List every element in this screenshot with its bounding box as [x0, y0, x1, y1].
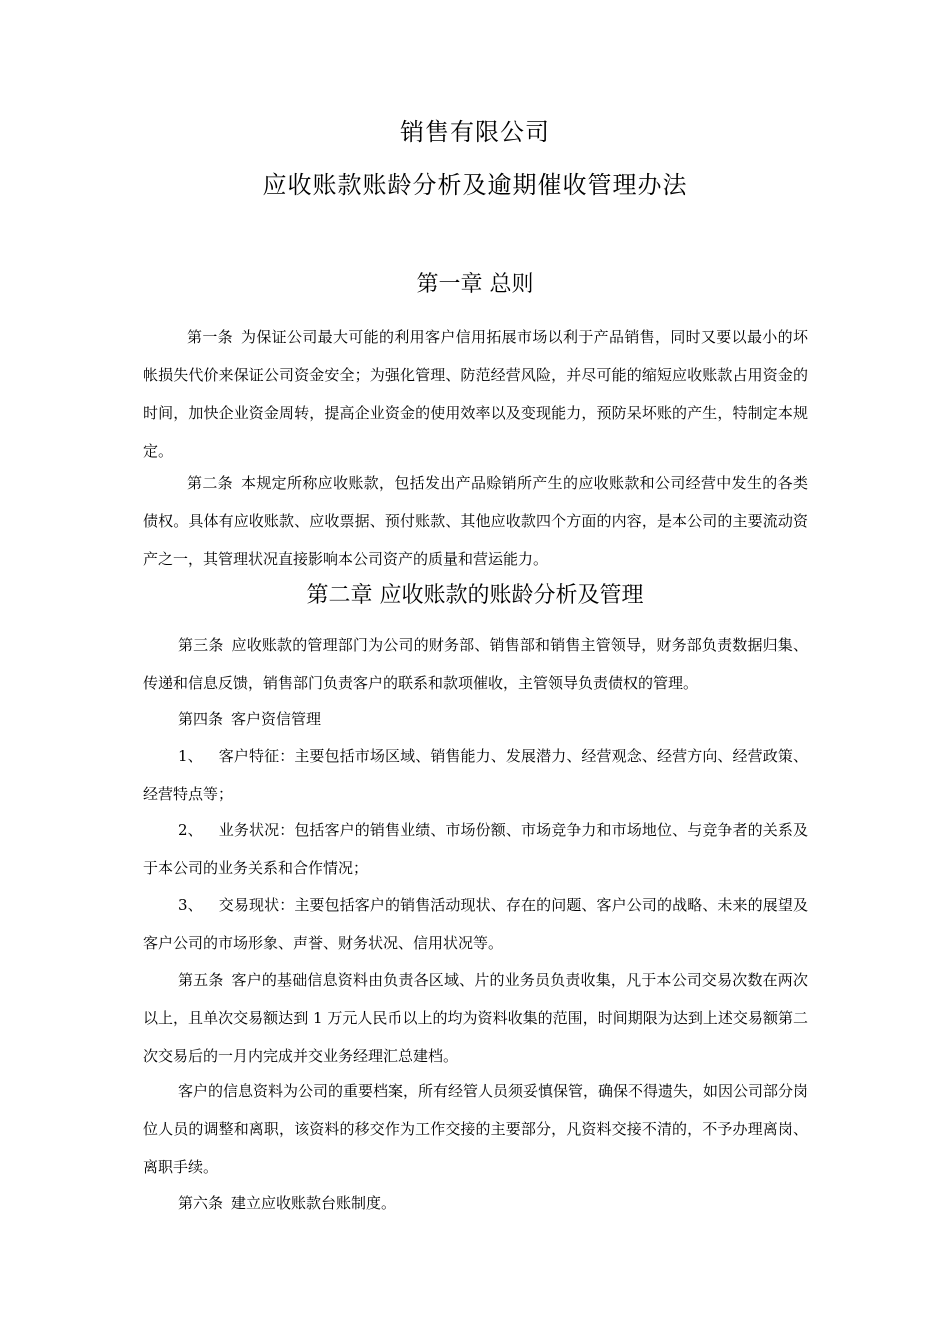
archive-paragraph: 客户的信息资料为公司的重要档案，所有经管人员须妥慎保管，确保不得遗失，如因公司部分岗位人员的调整和离职，该资料的移交作为工作交接的主要部分，凡资料交接不清的，不予办理离岗、离职手续。 — [143, 1082, 809, 1176]
article-5 — [143, 961, 808, 1075]
article-6 — [143, 1184, 808, 1222]
article-1-text: 为保证公司最大可能的利用客户信用拓展市场以利于产品销售，同时又要以最小的坏帐损失代价来保证公司资金安全；为强化管理、防范经营风险，并尽可能的缩短应收账款占用资金的时间，加快企业资金周转，提高企业资金的使用效率以及变现能力，预防呆坏账的产生，特制定本规定。 — [143, 328, 808, 460]
article-3 — [143, 626, 808, 702]
article-3-label: 第三条 — [178, 636, 224, 654]
list-item-3-number: 3、 — [178, 896, 203, 914]
list-item-1-text: 客户特征：主要包括市场区域、销售能力、发展潜力、经营观念、经营方向、经营政策、经营特点等； — [143, 747, 808, 803]
article-4-text: 客户资信管理 — [231, 710, 322, 728]
list-item-2 — [143, 811, 808, 887]
article-4 — [143, 700, 808, 738]
list-item-1-number: 1、 — [178, 747, 203, 765]
article-6-text: 建立应收账款台账制度。 — [231, 1194, 397, 1212]
article-2 — [143, 464, 808, 578]
article-1 — [143, 318, 808, 470]
list-item-3 — [143, 886, 808, 962]
article-5-label: 第五条 — [178, 971, 224, 989]
company-title: 销售有限公司 — [400, 118, 550, 146]
article-5-text: 客户的基础信息资料由负责各区域、片的业务员负责收集，凡于本公司交易次数在两次以上，且单次交易额达到 1 万元人民币以上的均为资料收集的范围，时间期限为达到上述交易额第二次交易后的一月内完成并交业务经理汇总建档。 — [143, 971, 808, 1065]
article-2-text: 本规定所称应收账款，包括发出产品赊销所产生的应收账款和公司经营中发生的各类债权。具体有应收账款、应收票据、预付账款、其他应收款四个方面的内容，是本公司的主要流动资产之一，其管理状况直接影响本公司资产的质量和营运能力。 — [143, 474, 808, 568]
chapter-2-heading: 第二章 应收账款的账龄分析及管理 — [306, 583, 644, 608]
list-item-2-text: 业务状况：包括客户的销售业绩、市场份额、市场竞争力和市场地位、与竞争者的关系及于本公司的业务关系和合作情况； — [143, 821, 808, 877]
article-2-label: 第二条 — [187, 474, 233, 492]
chapter-1-heading: 第一章 总则 — [416, 272, 534, 297]
list-item-1 — [143, 737, 808, 813]
article-3-text: 应收账款的管理部门为公司的财务部、销售部和销售主管领导，财务部负责数据归集、传递和信息反馈，销售部门负责客户的联系和款项催收，主管领导负责债权的管理。 — [143, 636, 808, 692]
article-1-label: 第一条 — [187, 328, 233, 346]
list-item-3-text: 交易现状：主要包括客户的销售活动现状、存在的问题、客户公司的战略、未来的展望及客户公司的市场形象、声誉、财务状况、信用状况等。 — [143, 896, 808, 952]
article-6-label: 第六条 — [178, 1194, 224, 1212]
document-title: 应收账款账龄分析及逾期催收管理办法 — [262, 171, 688, 199]
list-item-2-number: 2、 — [178, 821, 203, 839]
article-4-label: 第四条 — [178, 710, 224, 728]
